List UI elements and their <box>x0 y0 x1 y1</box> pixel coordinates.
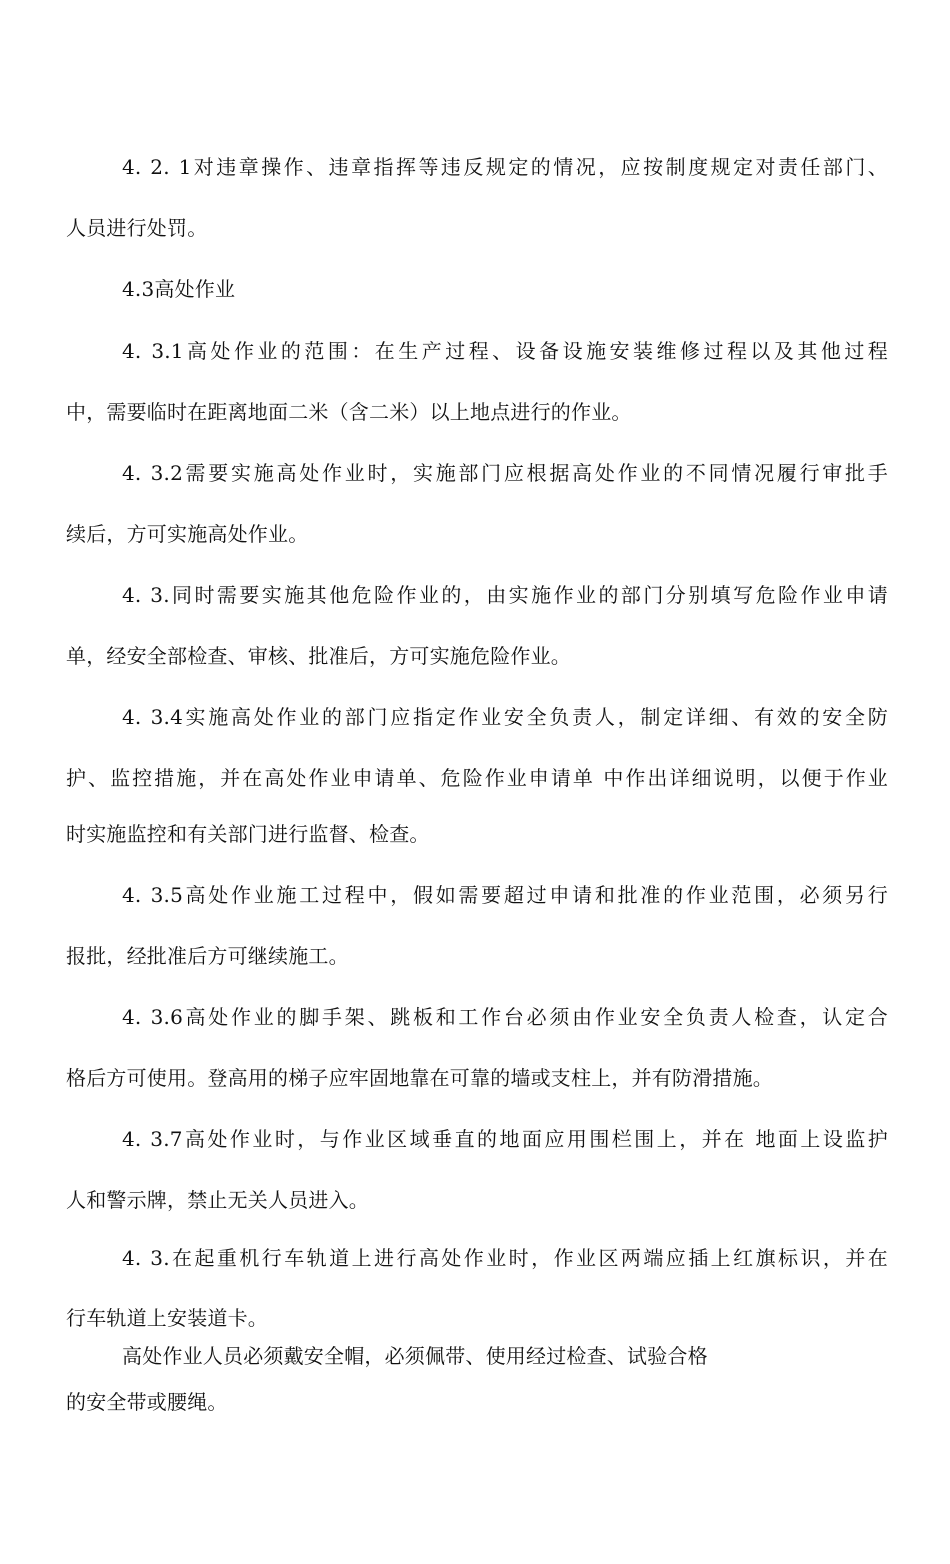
paragraph-4-3-5-line-2: 报批，经批准后方可继续施工。 <box>66 944 349 968</box>
paragraph-safety-line-1: 高处作业人员必须戴安全帽，必须佩带、使用经过检查、试验合格 <box>122 1344 708 1368</box>
paragraph-4-3-7-line-1: 4. 3.7高处作业时，与作业区域垂直的地面应用围栏围上，并在 地面上设监护 <box>122 1127 888 1151</box>
paragraph-4-3-6-line-2: 格后方可使用。登高用的梯子应牢固地靠在可靠的墙或支柱上，并有防滑措施。 <box>66 1066 773 1090</box>
paragraph-4-2-1-line-2: 人员进行处罚。 <box>66 216 208 240</box>
paragraph-4-2-1-line-1: 4. 2. 1对违章操作、违章指挥等违反规定的情况，应按制度规定对责任部门、 <box>122 155 888 179</box>
paragraph-4-3-4-line-3: 时实施监控和有关部门进行监督、检查。 <box>66 822 430 846</box>
paragraph-4-3-4-line-1: 4. 3.4实施高处作业的部门应指定作业安全负责人，制定详细、有效的安全防 <box>122 705 888 729</box>
paragraph-4-3-3-line-2: 单，经安全部检查、审核、批准后，方可实施危险作业。 <box>66 644 571 668</box>
paragraph-4-3-8-line-1: 4. 3.在起重机行车轨道上进行高处作业时，作业区两端应插上红旗标识，并在 <box>122 1246 888 1270</box>
paragraph-4-3-1-line-2: 中，需要临时在距离地面二米（含二米）以上地点进行的作业。 <box>66 400 632 424</box>
paragraph-4-3-2-line-1: 4. 3.2需要实施高处作业时，实施部门应根据高处作业的不同情况履行审批手 <box>122 461 888 485</box>
paragraph-safety-line-2: 的安全带或腰绳。 <box>66 1390 228 1414</box>
paragraph-4-3-6-line-1: 4. 3.6高处作业的脚手架、跳板和工作台必须由作业安全负责人检查，认定合 <box>122 1005 888 1029</box>
paragraph-4-3-5-line-1: 4. 3.5高处作业施工过程中，假如需要超过申请和批准的作业范围，必须另行 <box>122 883 888 907</box>
section-heading-4-3: 4.3高处作业 <box>122 277 236 301</box>
paragraph-4-3-7-line-2: 人和警示牌，禁止无关人员进入。 <box>66 1188 369 1212</box>
paragraph-4-3-3-line-1: 4. 3.同时需要实施其他危险作业的，由实施作业的部门分别填写危险作业申请 <box>122 583 888 607</box>
paragraph-4-3-1-line-1: 4. 3.1高处作业的范围：在生产过程、设备设施安装维修过程以及其他过程 <box>122 339 888 363</box>
paragraph-4-3-2-line-2: 续后，方可实施高处作业。 <box>66 522 309 546</box>
paragraph-4-3-4-line-2: 护、监控措施，并在高处作业申请单、危险作业申请单 中作出详细说明，以便于作业 <box>66 766 888 790</box>
paragraph-4-3-8-line-2: 行车轨道上安装道卡。 <box>66 1306 268 1330</box>
